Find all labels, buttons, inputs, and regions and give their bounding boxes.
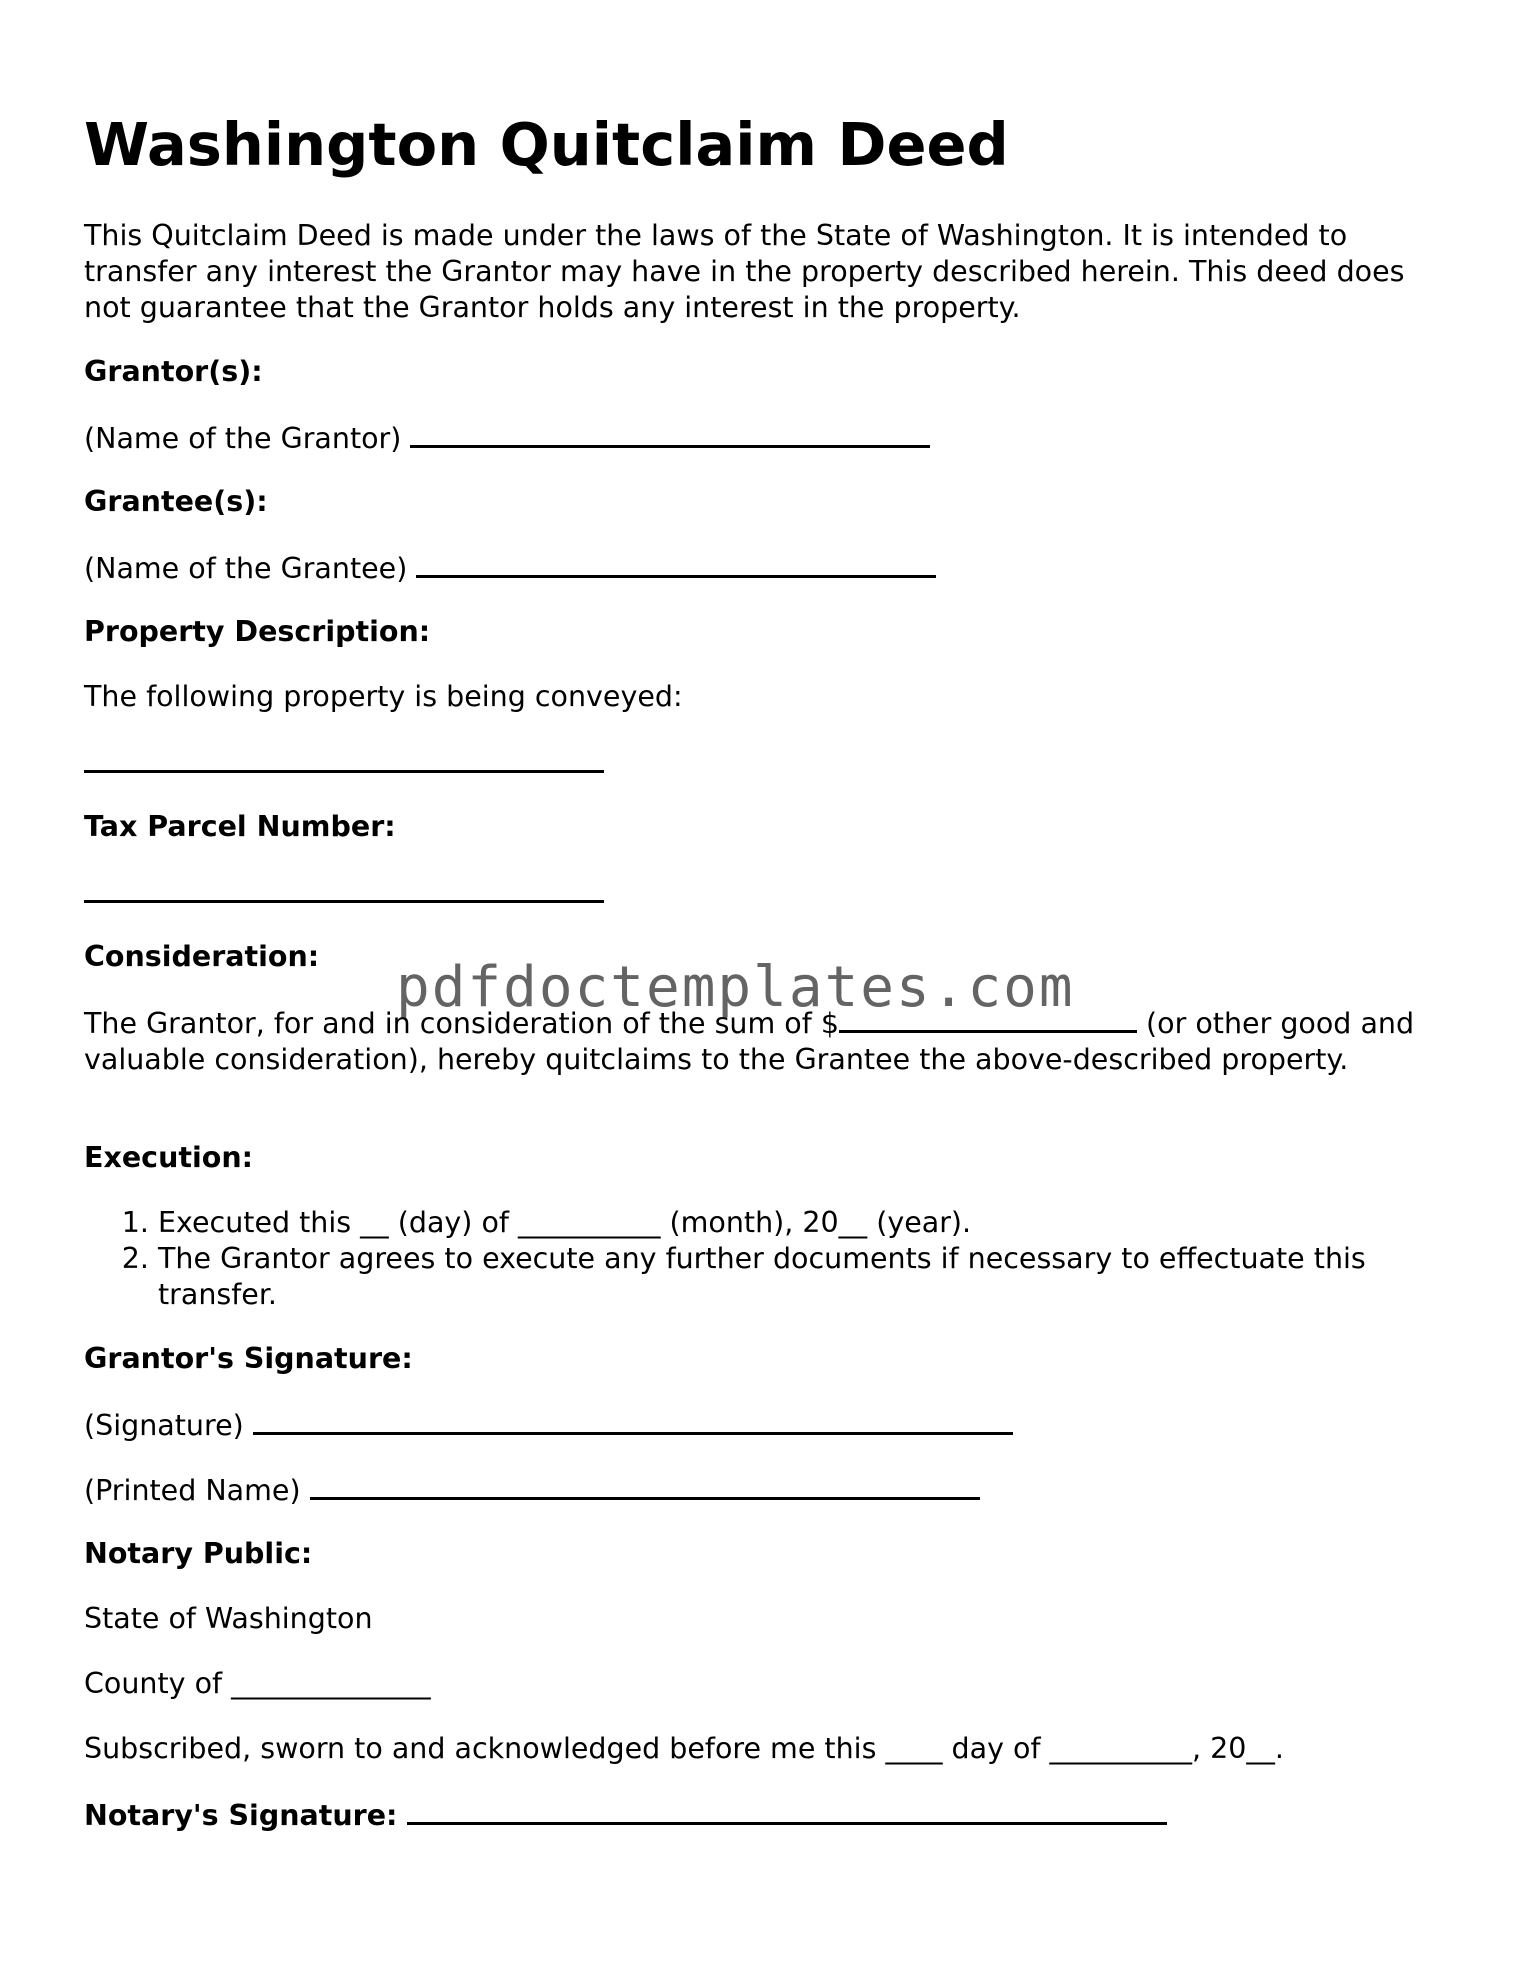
execution-item-2: 2. The Grantor agrees to execute any further documents if necessary to effectuate this transfer. (158, 1241, 1454, 1313)
consideration-heading: Consideration: (84, 940, 320, 973)
grantor-heading: Grantor(s): (84, 355, 263, 388)
notary-signature-line (84, 1796, 1167, 1834)
notary-state: State of Washington (84, 1602, 373, 1635)
tax-parcel-line (84, 874, 604, 912)
printed-name-field[interactable] (310, 1471, 980, 1500)
notary-signature-label: Notary's Signature: (84, 1799, 398, 1832)
tax-parcel-heading: Tax Parcel Number: (84, 810, 396, 843)
notary-signature-field[interactable] (407, 1796, 1167, 1825)
notary-subscribed: Subscribed, sworn to and acknowledged before me this ____ day of __________, 20__. (84, 1732, 1284, 1765)
property-text: The following property is being conveyed: (84, 680, 683, 713)
grantor-name-label: (Name of the Grantor) (84, 422, 402, 455)
grantee-name-label: (Name of the Grantee) (84, 552, 408, 585)
grantor-name-line (84, 419, 930, 457)
grantor-signature-heading: Grantor's Signature: (84, 1342, 413, 1375)
grantee-heading: Grantee(s): (84, 485, 268, 518)
consideration-text-before: The Grantor, for and in consideration of the sum of $ (84, 1007, 839, 1040)
notary-county: County of ______________ (84, 1667, 431, 1700)
intro-paragraph: This Quitclaim Deed is made under the laws of the State of Washington. It is intended to transfer any interest the Grantor may have in the property described herein. This deed does not guarantee that the Grantor holds any interest in the property. (84, 219, 1405, 324)
printed-name-line (84, 1471, 980, 1509)
printed-name-label: (Printed Name) (84, 1474, 301, 1507)
property-description-field[interactable] (84, 744, 604, 773)
signature-line (84, 1406, 1013, 1444)
notary-heading: Notary Public: (84, 1537, 313, 1570)
grantee-name-line (84, 549, 936, 587)
grantee-name-field[interactable] (416, 549, 936, 578)
consideration-text-after: (or other good and valuable consideration), hereby quitclaims to the Grantee the above-described property. (84, 1007, 1415, 1076)
signature-label: (Signature) (84, 1409, 244, 1442)
signature-field[interactable] (253, 1406, 1013, 1435)
execution-heading: Execution: (84, 1141, 254, 1174)
property-description-line (84, 744, 604, 782)
watermark: pdfdoctemplates.com (396, 955, 1075, 1020)
property-heading: Property Description: (84, 615, 431, 648)
document-title: Washington Quitclaim Deed (84, 110, 1009, 179)
execution-list (84, 1205, 1454, 1313)
execution-item-1: 1. Executed this __ (day) of __________ (month), 20__ (year). (158, 1205, 1454, 1241)
tax-parcel-field[interactable] (84, 874, 604, 903)
grantor-name-field[interactable] (410, 419, 930, 448)
